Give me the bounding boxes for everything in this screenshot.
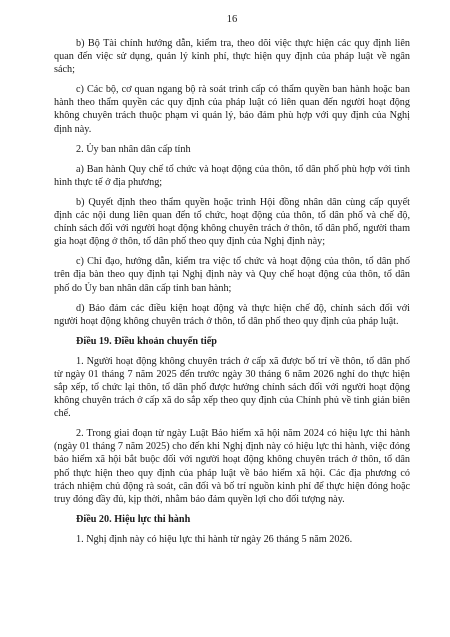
article-19-heading: Điều 19. Điều khoản chuyển tiếp (76, 335, 217, 347)
paragraph-c-ministries: c) Các bộ, cơ quan ngang bộ rà soát trình cấp có thẩm quyền ban hành hoặc ban hành theo thẩm quyền các quy định của pháp luật có liên quan đến người hoạt động không chuyên trách thuộc phạm vi quản lý, bảo đảm phù hợp với quy định của Nghị định này. (54, 84, 410, 135)
paragraph-b-decision: b) Quyết định theo thẩm quyền hoặc trình Hội đồng nhân dân cùng cấp quyết định các nội dung liên quan đến tổ chức, hoạt động của thôn, tổ dân phố và chế độ, chính sách đối với người hoạt động không chuyên trách ở thôn, tổ dân phố, người tham gia hoạt động ở thôn, tổ dân phố theo quy định của Nghị định này; (54, 196, 410, 248)
paragraph-d-conditions: d) Bảo đảm các điều kiện hoạt động và thực hiện chế độ, chính sách đối với người hoạt động không chuyên trách ở thôn, tổ dân phố theo quy định của pháp luật. (54, 302, 410, 327)
article-20-clause-1: 1. Nghị định này có hiệu lực thi hành từ ngày 26 tháng 5 năm 2026. (76, 533, 353, 545)
paragraph-a-regulation: a) Ban hành Quy chế tổ chức và hoạt động của thôn, tổ dân phố phù hợp với tình hình thực tế ở địa phương; (54, 163, 410, 188)
page-number: 16 (226, 14, 238, 25)
paragraph-2-provincial-committee: 2. Ủy ban nhân dân cấp tỉnh (76, 143, 191, 155)
paragraph-b-ministry-of-finance: b) Bộ Tài chính hướng dẫn, kiểm tra, theo dõi việc thực hiện các quy định liên quan đến việc sử dụng, quản lý kinh phí, thực hiện quy định của pháp luật về ngân sách; (54, 38, 410, 76)
paragraph-c-direction: c) Chỉ đạo, hướng dẫn, kiểm tra việc tổ chức và hoạt động của thôn, tổ dân phố trên địa bàn theo quy định tại Nghị định này và Quy chế hoạt động của thôn, tổ dân phố do Ủy ban nhân dân cấp tỉnh ban hành; (54, 256, 410, 294)
article-19-clause-2: 2. Trong giai đoạn từ ngày Luật Bảo hiểm xã hội năm 2024 có hiệu lực thi hành (ngày 01 tháng 7 năm 2025) cho đến khi Nghị định này có hiệu lực thi hành, việc đóng bảo hiểm xã hội bắt buộc đối với người hoạt động không chuyên trách ở thôn, tổ dân phố thực hiện theo quy định của pháp luật về bảo hiểm xã hội. Các địa phương có trách nhiệm chủ động rà soát, cân đối và bố trí nguồn kinh phí để thực hiện đóng hoặc truy đóng đầy đủ, kịp thời, nhằm bảo đảm quyền lợi cho đối tượng này. (54, 428, 410, 505)
article-20-heading: Điều 20. Hiệu lực thi hành (76, 513, 191, 525)
article-19-clause-1: 1. Người hoạt động không chuyên trách ở cấp xã được bố trí về thôn, tổ dân phố từ ngày 01 tháng 7 năm 2025 đến trước ngày 30 tháng 6 năm 2026 nghỉ do thực hiện sắp xếp, tổ chức lại thôn, tổ dân phố được hưởng chính sách đối với người hoạt động không chuyên trách ở cấp xã do sắp xếp theo quy định của Chính phủ về tinh giản biên chế. (54, 355, 410, 420)
